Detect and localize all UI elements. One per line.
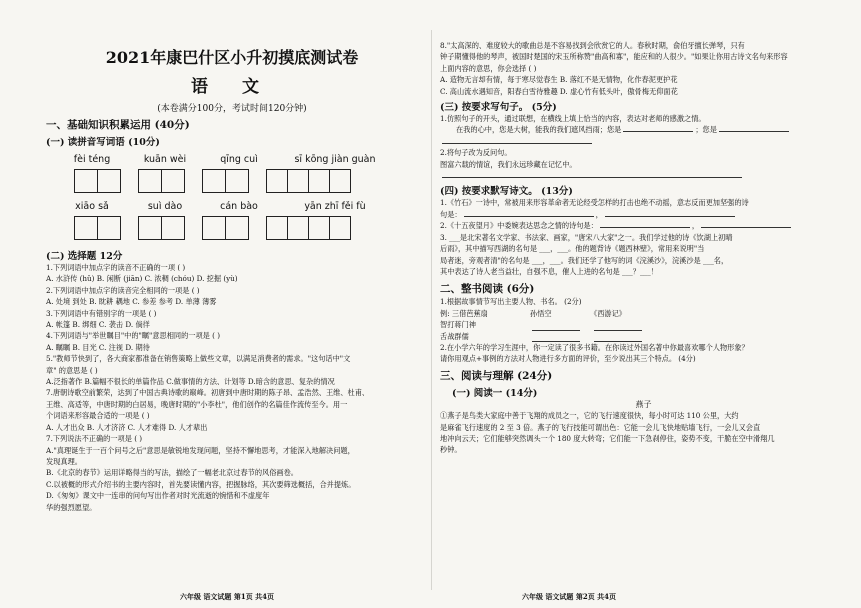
question-8-cont: 钟子期懂得他的琴声，被国时楚国的宋玉所称赞"曲高和寡"，能应和的人很少。"如果让你用古诗文名句来形容 xyxy=(440,52,788,62)
answer-box[interactable] xyxy=(266,216,350,240)
question-7-option-d-cont: 华的强烈愿望。 xyxy=(46,502,97,512)
example-label: 例: 三借芭蕉扇 xyxy=(440,308,488,318)
question-7-option-d: D.《匆匆》课文中一连串的问句写出作者对时光流逝的惋惜和不虚度年 xyxy=(46,491,270,501)
answer-box[interactable] xyxy=(202,216,248,240)
answer-box[interactable] xyxy=(138,216,184,240)
pinyin-row-2 xyxy=(62,201,418,212)
pinyin-item: fèi téng xyxy=(73,154,111,165)
answer-boxes-row-1 xyxy=(74,169,418,193)
poem-task-3-cont: 后雨》，其中描写西湖的名句是 ___，___。他的题背诗《题西林壁》，常用来说明"当 xyxy=(440,244,705,254)
question-3: 3.下列词语中有错别字的一项是 ( ) xyxy=(46,308,157,318)
question-1-options: A. 水浒传 (hǔ) B. 闲断 (jiān) C. 浓稠 (chóu) D. 挖掘 (yù) xyxy=(46,274,238,284)
article-paragraph: 地冲向云天；它们能够突然调头一个 180 度大转弯；它们能一下急刹停住，姿势不变，干脆在空中滑翔几 xyxy=(440,433,775,443)
article-paragraph: ①燕子是鸟类大家庭中善于飞翔的成员之一，它的飞行速度很快，每小时可达 110 公里，大约 xyxy=(440,411,739,421)
article-title: 燕子 xyxy=(635,399,652,409)
poem-task-3: 3. ___是北宋著名文学家、书法家、画家，"唐宋八大家"之一。我们学过他的诗《饮湖上初晴 xyxy=(440,232,733,242)
pinyin-item: sī kōng jiàn guàn xyxy=(294,154,376,165)
plot-item: 舌战群儒 xyxy=(440,331,469,341)
poem-task-3-cont: 其中表达了诗人老当益壮，自强不息，催人上进的名句是 ___？___！ xyxy=(440,266,658,276)
question-8-options: C. 高山流水遇知音，阳春白雪待雅趣 D. 虚心竹有低头叶，傲骨梅无仰面花 xyxy=(440,86,678,96)
poem-task-1: 1.《竹石》一诗中，常被用来形容革命者无论经受怎样的打击也绝不动摇，意志反而更加坚强的诗 xyxy=(440,198,749,208)
question-4: 4.下列词语与"举世瞩目"中的"瞩"意思相同的一项是 ( ) xyxy=(46,331,221,341)
answer-line[interactable] xyxy=(600,227,690,228)
section-1-2-heading: (二) 选择题 12分 xyxy=(46,251,123,262)
article-paragraph: 秒钟。 xyxy=(440,445,462,455)
sentence-task-1: 1.仿照句子的开头，通过联想，在横线上填上恰当的内容，表达对老师的感激之情。 xyxy=(440,114,706,124)
answer-line[interactable] xyxy=(605,216,735,217)
question-8: 8."太高深的、难度较大的歌曲总是不容易找到会欣赏它的人。春秋时期，俞伯牙擅长弹琴，只有 xyxy=(440,41,745,50)
pinyin-item: kuān wèi xyxy=(143,154,187,165)
reading-task-2: 2.在小学六年的学习生涯中，你一定读了很多书籍。在你读过外国名著中你最喜欢哪个人物形象？ xyxy=(440,342,749,352)
page-footer: 六年级 语文试题 第2页 共4页 xyxy=(522,592,617,601)
answer-line[interactable] xyxy=(464,216,594,217)
answer-line-row[interactable] xyxy=(440,136,847,147)
subject-title: 语 文 xyxy=(191,77,273,97)
reading-task-2-cont: 请你用观点+事例的方法对人物进行多方面的评价，至少说出其三个特点。 (4分) xyxy=(440,354,696,364)
example-character: 孙悟空 xyxy=(530,308,552,318)
question-7-option-b: B.《北京的春节》运用详略得当的写法，描绘了一幅老北京过春节的风俗画卷。 xyxy=(46,468,298,478)
page-footer: 六年级 语文试题 第1页 共4页 xyxy=(180,592,275,601)
question-2-options: A. 处境 到处 B. 眈耕 耦地 C. 参差 参考 D. 单薄 薄雾 xyxy=(46,297,217,307)
poem-task-3-cont: 局者迷，旁观者清"的名句是 ___，___。我们还学了他写的词《浣溪沙》，浣溪沙是 ___名， xyxy=(440,255,729,265)
question-6-cont: 王维、高适等，中唐时期的白居易，晚唐时期的"小李杜"，他们创作的名篇佳作流传至今。用一 xyxy=(46,399,348,409)
exam-note: (本卷满分100分，考试时间120分钟) xyxy=(157,104,307,114)
reading-example-row xyxy=(440,308,847,319)
sentence-text: 在我的心中，您是大树，能我的我们遮风挡雨；您是 xyxy=(456,125,622,135)
answer-line-row[interactable] xyxy=(440,170,847,181)
poem-text: 2.《十五夜望月》中委婉表达思念之情的诗句是： xyxy=(440,221,598,231)
answer-box[interactable] xyxy=(202,169,248,193)
question-8-options: A. 造物无言却有情，每于寒尽觉春生 B. 落红不是无情物，化作春泥更护花 xyxy=(440,75,678,85)
section-1-1-heading: (一) 读拼音写词语 (10分) xyxy=(46,137,160,148)
section-3-heading: 三、阅读与理解 (24分) xyxy=(440,369,553,382)
sentence-task-2-body xyxy=(440,159,847,170)
section-1-4-heading: (四) 按要求默写诗文。 (13分) xyxy=(440,186,573,198)
poem-task-1-cont: 句是： ， xyxy=(440,209,847,220)
question-7-option-a: A."真理诞生于一百个问号之后"意思是敏锐地发现问题，坚持不懈地思考，才能深入地解决问题， xyxy=(46,445,355,455)
poem-task-2: 2.《十五夜望月》中委婉表达思念之情的诗句是： ， xyxy=(440,220,847,231)
answer-box[interactable] xyxy=(266,169,350,193)
question-5: 5."教师节快到了，各大商家都准备在销售策略上做些文章，以满足消费者的需求。"这句话中"文 xyxy=(46,354,351,364)
question-6: 7.唐朝诗歌空前繁荣，达到了中国古典诗歌的巅峰。初唐到中唐时期的陈子昂、孟浩然、王维、杜甫、 xyxy=(46,388,370,398)
section-1-heading: 一、基础知识积累运用 (40分) xyxy=(46,119,190,131)
question-2: 2.下列词语中加点字的读音完全相同的一项是 ( ) xyxy=(46,285,200,295)
pinyin-item: yān zhī fěi fù xyxy=(304,201,366,212)
pinyin-item: qīng cuì xyxy=(220,154,258,165)
question-7: 7.下列说法不正确的一项是 ( ) xyxy=(46,434,143,444)
question-5-options: A.泛指著作 B.篇幅不很长的单篇作品 C.做事情的方法、计划等 D.暗含的意思、复杂的情况 xyxy=(46,377,335,387)
answer-line[interactable] xyxy=(719,131,789,132)
answer-box[interactable] xyxy=(138,169,184,193)
reading-task-1: 1.根据故事情节写出主要人物、书名。 (2分) xyxy=(440,297,582,307)
pinyin-item: xiāo sǎ xyxy=(75,201,109,212)
poem-text: 句是： xyxy=(440,209,462,219)
question-6-options: A. 人才出众 B. 人才济济 C. 人才难得 D. 人才辈出 xyxy=(46,422,208,432)
answer-box[interactable] xyxy=(74,216,120,240)
section-2-heading: 二、整书阅读 (6分) xyxy=(440,283,535,296)
pinyin-row-1 xyxy=(62,154,418,165)
sentence-text: 图富六载的情谊，我们永远珍藏在记忆中。 xyxy=(440,159,577,169)
answer-boxes-row-2 xyxy=(74,216,418,240)
question-7-option-c: C.以被概的形式介绍书的主要内容时，首先要读懂内容，把握脉络，其次要筛选概括，合并提炼。 xyxy=(46,479,356,489)
right-page xyxy=(432,0,861,608)
sentence-text: ；您是 xyxy=(695,125,717,135)
exam-title: 2021年康巴什区小升初摸底测试卷 xyxy=(105,48,359,67)
pinyin-item: cán bào xyxy=(220,201,258,212)
answer-line[interactable] xyxy=(701,227,791,228)
reading-row xyxy=(440,331,847,342)
question-8-cont: 上面内容的意思，你会选择 ( ) xyxy=(440,63,537,73)
question-5-cont: 章" 的意思是 ( ) xyxy=(46,365,98,375)
answer-line[interactable] xyxy=(532,319,580,330)
sentence-task-2: 2.将句子改为反问句。 xyxy=(440,148,512,158)
pinyin-item: suì dào xyxy=(147,201,183,212)
answer-line[interactable] xyxy=(594,331,642,342)
question-6-cont: 个词语来形容最合适的一项是 ( ) xyxy=(46,411,150,421)
question-4-options: A. 瞩瞩 B. 目光 C. 注视 D. 期待 xyxy=(46,342,150,352)
reading-row xyxy=(440,319,847,330)
question-3-options: A. 帐篷 B. 绑细 C. 袭击 D. 倘徉 xyxy=(46,320,150,330)
plot-item: 智打蒋门神 xyxy=(440,320,476,330)
answer-line[interactable] xyxy=(623,131,693,132)
article-paragraph: 是麻雀飞行速度的 2 至 3 倍。燕子的飞行技能可谓出色：它能一会儿飞快地贴墙飞行，一会儿又会直 xyxy=(440,422,761,432)
answer-line[interactable] xyxy=(532,331,580,342)
answer-line[interactable] xyxy=(594,319,642,330)
example-book: 《西游记》 xyxy=(590,308,626,318)
section-3-1-heading: (一) 阅读一 (14分) xyxy=(452,387,538,399)
question-7-option-a-cont: 发现真理。 xyxy=(46,456,82,466)
question-1: 1.下列词语中加点字的读音不正确的一项 ( ) xyxy=(46,263,186,272)
sentence-task-1-body xyxy=(440,124,847,135)
answer-box[interactable] xyxy=(74,169,120,193)
section-1-3-heading: (三) 按要求写句子。 (5分) xyxy=(440,102,557,114)
